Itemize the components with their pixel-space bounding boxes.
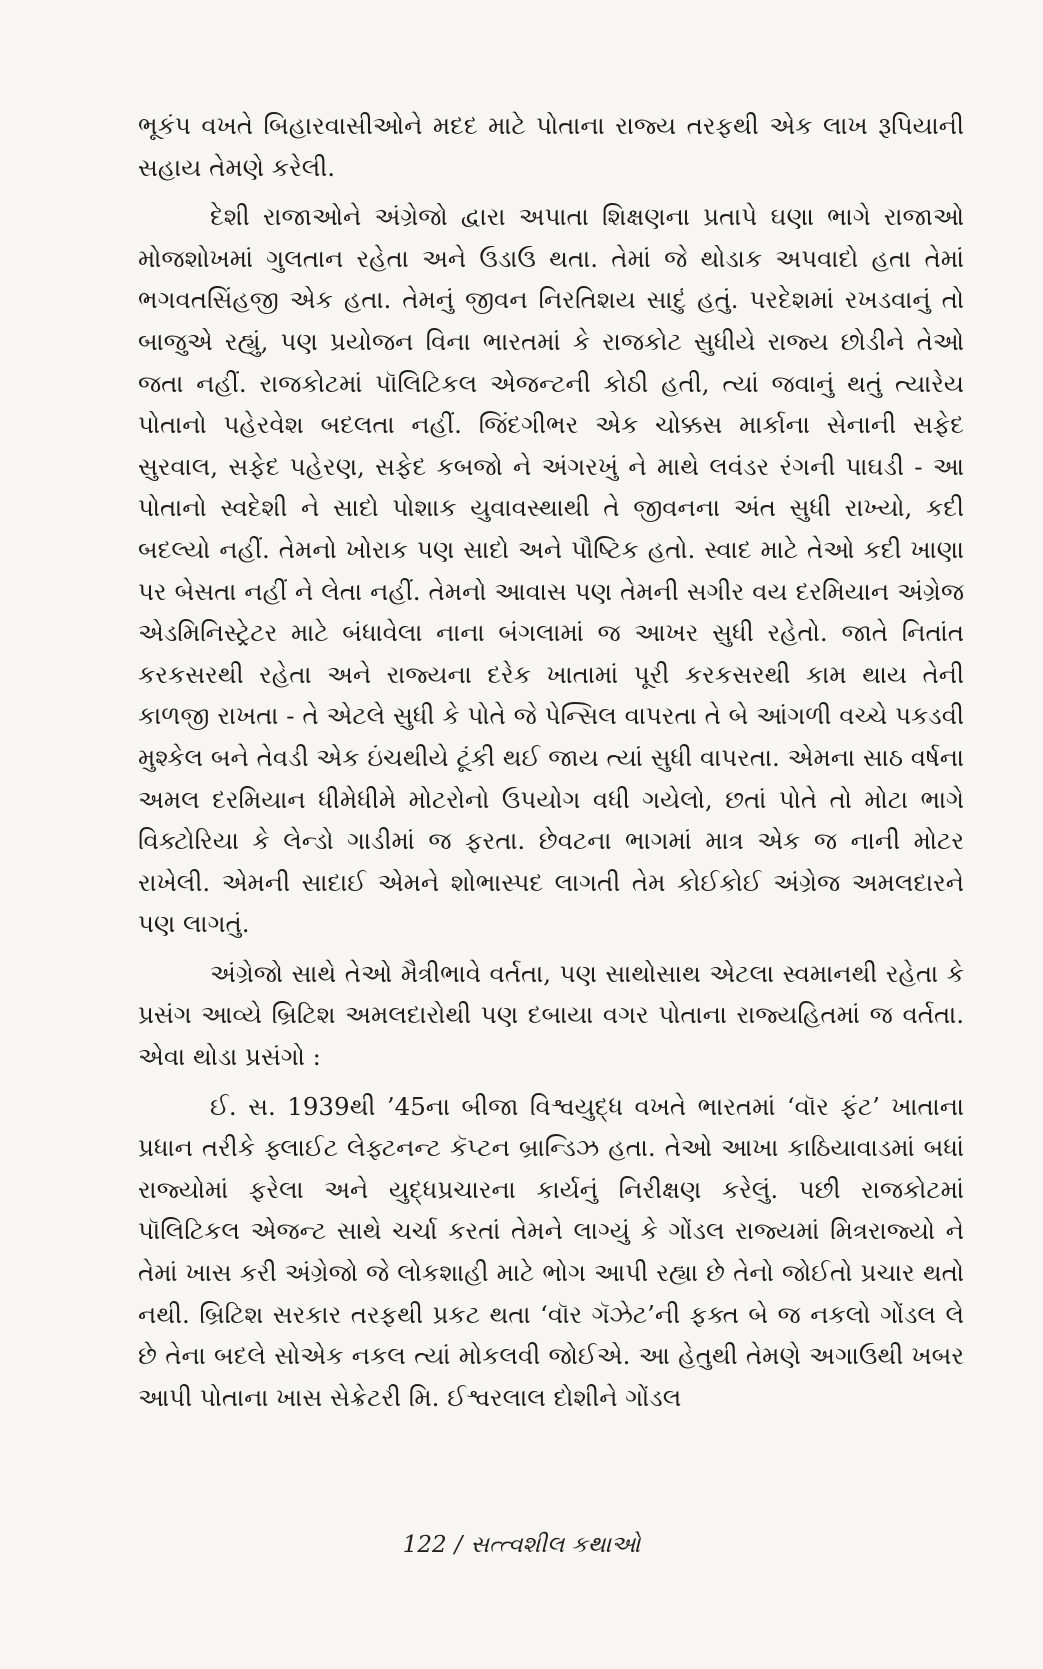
paragraph-3: અંગ્રેજો સાથે તેઓ મૈત્રીભાવે વર્તતા, પણ સાથોસાથ એટલા સ્વમાનથી રહેતા કે પ્રસંગ આવ્યે બ્રિટિશ અમલદારોથી પણ દબાયા વગર પોતાના રાજ્યહિતમાં જ વર્તતા. એવા થોડા પ્રસંગો : [138, 958, 964, 1072]
page-footer [0, 1532, 1043, 1558]
body-text [138, 105, 964, 1426]
page-number: 122 [402, 1532, 447, 1558]
footer-separator: / [454, 1532, 463, 1558]
paragraph-1: ભૂકંપ વખતે બિહારવાસીઓને મદદ માટે પોતાના રાજ્ય તરફથી એક લાખ રૂપિયાની સહાય તેમણે કરેલી. [138, 111, 964, 182]
paragraph-2: દેશી રાજાઓને અંગ્રેજો દ્વારા અપાતા શિક્ષણના પ્રતાપે ઘણા ભાગે રાજાઓ મોજશોખમાં ગુલતાન રહેતા અને ઉડાઉ થતા. તેમાં જે થોડાક અપવાદો હતા તેમાં ભગવતસિંહજી એક હતા. તેમનું જીવન નિરતિશય સાદું હતું. પરદેશમાં રખડવાનું તો બાજુએ રહ્યું, પણ પ્રયોજન વિના ભારતમાં કે રાજકોટ સુધીયે રાજ્ય છોડીને તેઓ જતા નહીં. રાજકોટમાં પૉલિટિકલ એજન્ટની કોઠી હતી, ત્યાં જવાનું થતું ત્યારેય પોતાનો પહેરવેશ બદલતા નહીં. જિંદગીભર એક ચોક્કસ માર્કાના સેનાની સફેદ સુરવાલ, સફેદ પહેરણ, સફેદ કબજો ને અંગરખું ને માથે લવંડર રંગની પાઘડી - આ પોતાનો સ્વદેશી ને સાદો પોશાક યુવાવસ્થાથી તે જીવનના અંત સુધી રાખ્યો, કદી બદલ્યો નહીં. તેમનો ખોરાક પણ સાદો અને પૌષ્ટિક હતો. સ્વાદ માટે તેઓ કદી ખાણા પર બેસતા નહીં ને લેતા નહીં. તેમનો આવાસ પણ તેમની સગીર વય દરમિયાન અંગ્રેજ એડમિનિસ્ટ્રેટર માટે બંધાવેલા નાના બંગલામાં જ આખર સુધી રહેતો. જાતે નિતાંત કરકસરથી રહેતા અને રાજ્યના દરેક ખાતામાં પૂરી કરકસરથી કામ થાય તેની કાળજી રાખતા - તે એટલે સુધી કે પોતે જે પેન્સિલ વાપરતા તે બે આંગળી વચ્ચે પકડવી મુશ્કેલ બને તેવડી એક ઇંચથીયે ટૂંકી થઈ જાય ત્યાં સુધી વાપરતા. એમના સાઠ વર્ષના અમલ દરમિયાન ધીમેધીમે મોટરોનો ઉપયોગ વધી ગયેલો, છતાં પોતે તો મોટા ભાગે વિક્ટોરિયા કે લેન્ડો ગાડીમાં જ ફરતા. છેવટના ભાગમાં માત્ર એક જ નાની મોટર રાખેલી. એમની સાદાઈ એમને શોભાસ્પદ લાગતી તેમ કોઈકોઈ અંગ્રેજ અમલદારને પણ લાગતું. [138, 202, 964, 939]
paragraph-4: ઈ. સ. 1939થી ’45ના બીજા વિશ્વયુદ્ધ વખતે ભારતમાં ‘વૉર ફંટ’ ખાતાના પ્રધાન તરીકે ફ્લાઈટ લેફ્ટનન્ટ કૅપ્ટન બ્રાન્ડિઝ હતા. તેઓ આખા કાઠિયાવાડમાં બધાં રાજ્યોમાં ફરેલા અને યુદ્ધપ્રચારના કાર્યનું નિરીક્ષણ કરેલું. પછી રાજકોટમાં પૉલિટિકલ એજન્ટ સાથે ચર્ચા કરતાં તેમને લાગ્યું કે ગોંડલ રાજ્યમાં મિત્રરાજ્યો ને તેમાં ખાસ કરી અંગ્રેજો જે લોકશાહી માટે ભોગ આપી રહ્યા છે તેનો જોઈતો પ્રચાર થતો નથી. બ્રિટિશ સરકાર તરફથી પ્રકટ થતા ‘વૉર ગૅઝેટ’ની ફક્ત બે જ નકલો ગોંડલ લે છે તેના બદલે સોએક નકલ ત્યાં મોકલવી જોઈએ. આ હેતુથી તેમણે અગાઉથી ખબર આપી પોતાના ખાસ સેક્રેટરી મિ. ઈશ્વરલાલ દોશીને ગોંડલ [138, 1091, 964, 1412]
book-title: સત્ત્વશીલ કથાઓ [470, 1532, 641, 1558]
